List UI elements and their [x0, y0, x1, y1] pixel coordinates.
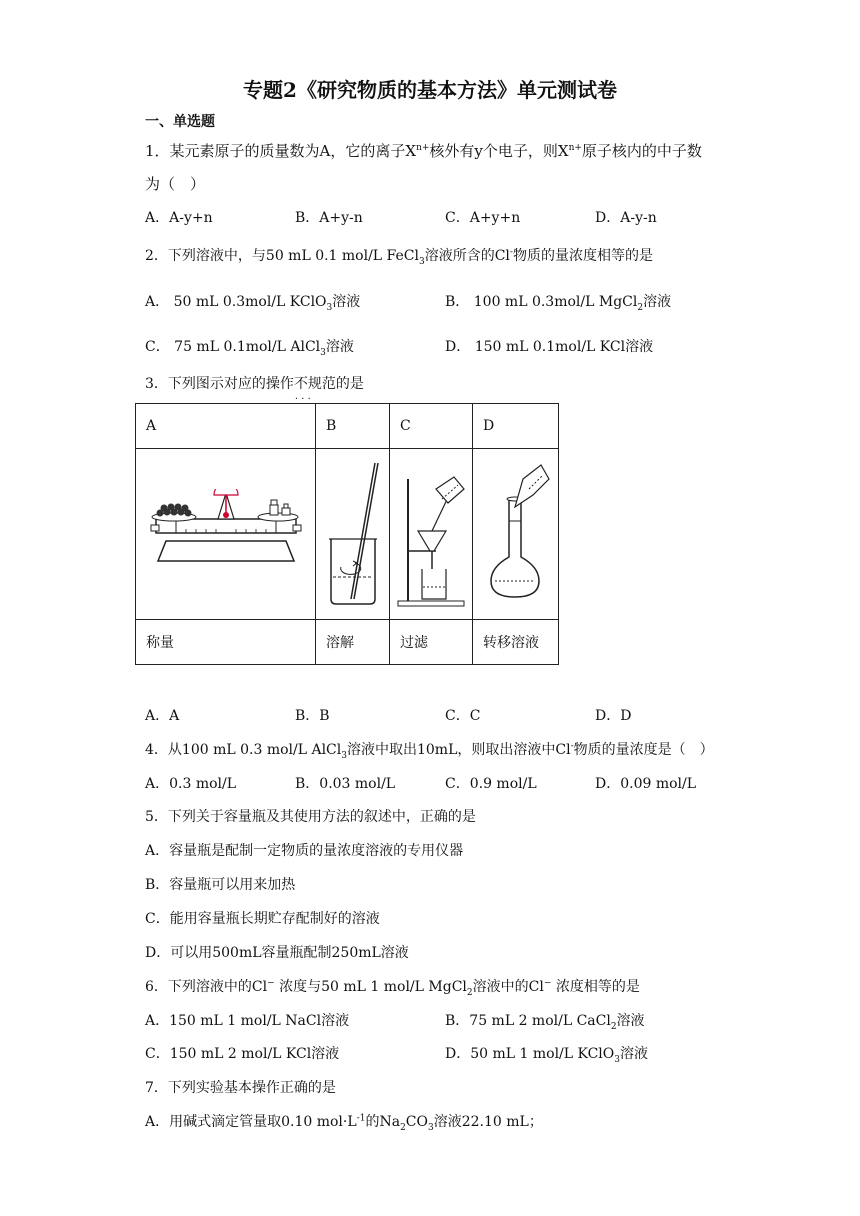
balance-image-cell: [136, 449, 316, 620]
table-header-c: C: [390, 404, 473, 449]
question-1-stem-cont: 为（ ）: [145, 175, 206, 193]
question-6-stem: 6．下列溶液中的Cl− 浓度与50 mL 1 mol/L MgCl$_2$溶液中的Cl− 浓度相等的是: [145, 978, 640, 998]
q1-option-a: A．A-y+n: [145, 210, 213, 226]
question-7-stem: 7．下列实验基本操作正确的是: [145, 1080, 336, 1096]
q6-option-b: B．75 mL 2 mol/L CaCl$_2$溶液: [445, 1013, 645, 1032]
q2-option-d: D． 150 mL 0.1mol/L KCl溶液: [445, 339, 654, 355]
balance-scale-icon: [146, 489, 306, 579]
q6-option-a: A．150 mL 1 mol/L NaCl溶液: [145, 1013, 350, 1029]
operations-table: [135, 403, 559, 665]
q4-option-d: D．0.09 mol/L: [595, 776, 697, 792]
q2-option-c: C． 75 mL 0.1mol/L AlCl$_3$溶液: [145, 339, 354, 358]
q7-option-a: A．用碱式滴定管量取0.10 $mol\cdot L^{-1}$的$Na_2CO_3$溶液22.10 mL；: [145, 1113, 543, 1133]
q1-option-b: B．A+y-n: [295, 210, 363, 226]
question-4-stem: 4．从100 mL 0.3 mol/L AlCl$_3$溶液中取出10mL，则取出溶液中Cl-物质的量浓度是（ ）: [145, 741, 714, 761]
q3-option-d: D．D: [595, 708, 632, 724]
q4-option-c: C．0.9 mol/L: [445, 776, 537, 792]
caption-dissolving: 溶解: [316, 620, 390, 665]
question-3-stem: 3．下列图示对应的操作不规范 · · ·的是: [145, 374, 364, 394]
beaker-stirring-icon: [323, 459, 383, 609]
question-2-stem: 2．下列溶液中，与50 mL 0.1 mol/L FeCl$_3$溶液所含的Cl-物质的量浓度相等的是: [145, 247, 653, 267]
filtration-setup-icon: [396, 459, 466, 609]
q6-option-d: D．50 mL 1 mol/L KClO$_3$溶液: [445, 1046, 648, 1065]
q3-option-b: B．B: [295, 708, 330, 724]
caption-transfer: 转移溶液: [473, 620, 559, 665]
q1-option-c: C．A+y+n: [445, 210, 521, 226]
table-header-b: B: [316, 404, 390, 449]
q4-option-b: B．0.03 mol/L: [295, 776, 396, 792]
question-5-stem: 5．下列关于容量瓶及其使用方法的叙述中，正确的是: [145, 809, 476, 825]
q4-option-a: A．0.3 mol/L: [145, 776, 237, 792]
q2-option-a: A． 50 mL 0.3mol/L KClO$_3$溶液: [145, 294, 361, 313]
section-heading: 一、单选题: [145, 114, 215, 130]
volumetric-flask-icon: [481, 459, 551, 609]
transfer-image-cell: [473, 449, 559, 620]
q3-option-c: C．C: [445, 708, 481, 724]
q5-option-c: C．能用容量瓶长期贮存配制好的溶液: [145, 911, 380, 927]
q5-option-d: D．可以用500mL容量瓶配制250mL溶液: [145, 945, 409, 961]
q5-option-a: A．容量瓶是配制一定物质的量浓度溶液的专用仪器: [145, 843, 464, 859]
caption-weighing: 称量: [136, 620, 316, 665]
q3-option-a: A．A: [145, 708, 180, 724]
table-header-d: D: [473, 404, 559, 449]
emphasis-dots: 不规范 · · ·: [294, 376, 336, 392]
table-header-a: A: [136, 404, 316, 449]
page-title: 专题2《研究物质的基本方法》单元测试卷: [243, 78, 617, 102]
filtering-image-cell: [390, 449, 473, 620]
q1-option-d: D．A-y-n: [595, 210, 657, 226]
q6-option-c: C．150 mL 2 mol/L KCl溶液: [145, 1046, 340, 1062]
caption-filtering: 过滤: [390, 620, 473, 665]
q5-option-b: B．容量瓶可以用来加热: [145, 877, 296, 893]
q2-option-b: B． 100 mL 0.3mol/L MgCl$_2$溶液: [445, 294, 672, 313]
question-1-stem: 1．某元素原子的质量数为A，它的离子$X^{n+}$核外有y个电子，则$X^{n+}$原子核内的中子数: [145, 142, 702, 160]
dissolving-image-cell: [316, 449, 390, 620]
